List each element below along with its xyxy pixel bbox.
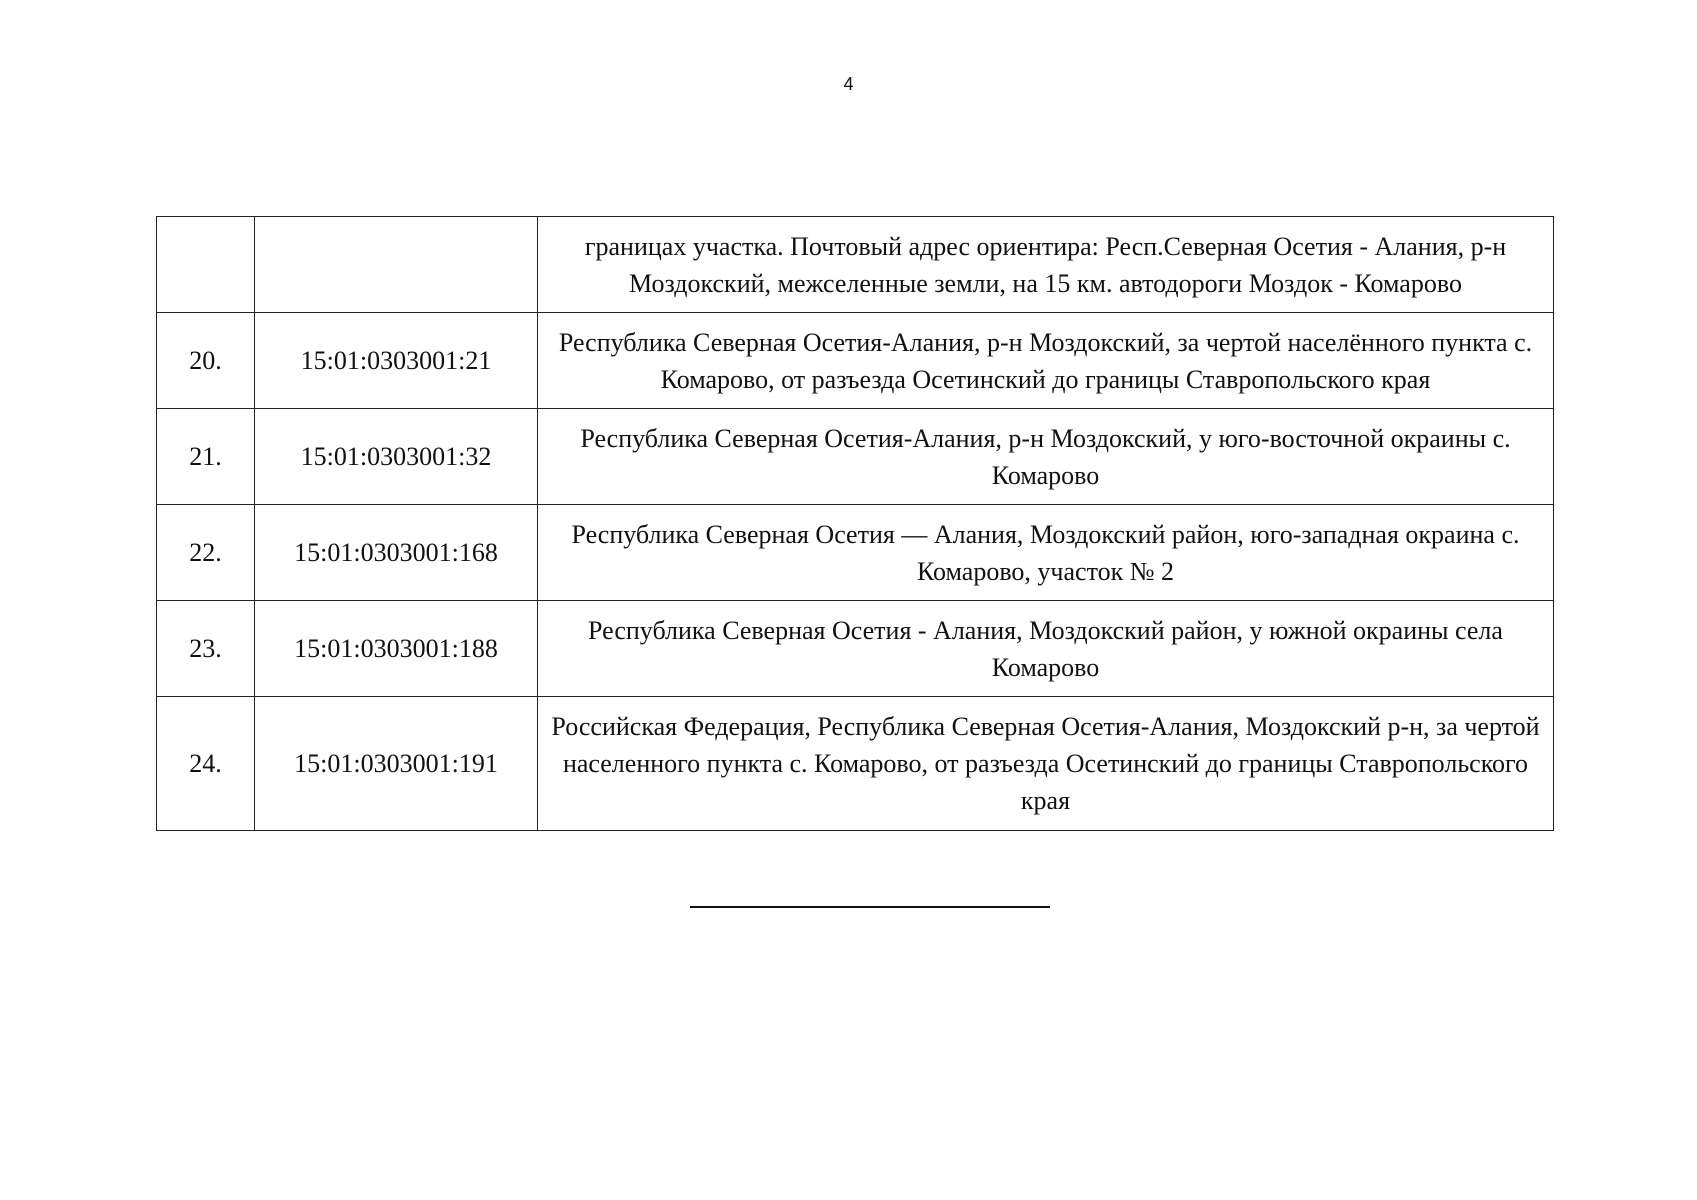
address-cell: Республика Северная Осетия-Алания, р-н Моздокский, за чертой населённого пункта с. Комарово, от разъезда Осетинский до границы Ставропольского края [538, 313, 1554, 409]
cadastral-number-cell: 15:01:0303001:21 [255, 313, 538, 409]
cadastral-number-cell: 15:01:0303001:32 [255, 409, 538, 505]
row-number-cell: 23. [157, 601, 255, 697]
table-row [157, 313, 1554, 409]
cadastral-number-cell: 15:01:0303001:191 [255, 697, 538, 831]
table-row [157, 601, 1554, 697]
row-number-cell: 20. [157, 313, 255, 409]
address-cell: Республика Северная Осетия — Алания, Моздокский район, юго-западная окраина с. Комарово, участок № 2 [538, 505, 1554, 601]
page-number: 4 [843, 74, 854, 94]
land-plot-table [156, 216, 1554, 831]
address-cell: Республика Северная Осетия-Алания, р-н Моздокский, у юго-восточной окраины с. Комарово [538, 409, 1554, 505]
row-number-cell: 21. [157, 409, 255, 505]
cadastral-number-cell: 15:01:0303001:188 [255, 601, 538, 697]
table-row [157, 505, 1554, 601]
table-row [157, 697, 1554, 831]
row-number-cell: 22. [157, 505, 255, 601]
cadastral-number-cell: 15:01:0303001:168 [255, 505, 538, 601]
table-row [157, 217, 1554, 313]
address-cell: границах участка. Почтовый адрес ориентира: Респ.Северная Осетия - Алания, р-н Моздокский, межселенные земли, на 15 км. автодороги Моздок - Комарово [538, 217, 1554, 313]
address-cell: Российская Федерация, Республика Северная Осетия-Алания, Моздокский р-н, за чертой населенного пункта с. Комарово, от разъезда Осетинский до границы Ставропольского края [538, 697, 1554, 831]
address-cell: Республика Северная Осетия - Алания, Моздокский район, у южной окраины села Комарово [538, 601, 1554, 697]
row-number-cell [157, 217, 255, 313]
table-row [157, 409, 1554, 505]
cadastral-number-cell [255, 217, 538, 313]
end-of-document-rule [690, 906, 1050, 908]
row-number-cell: 24. [157, 697, 255, 831]
